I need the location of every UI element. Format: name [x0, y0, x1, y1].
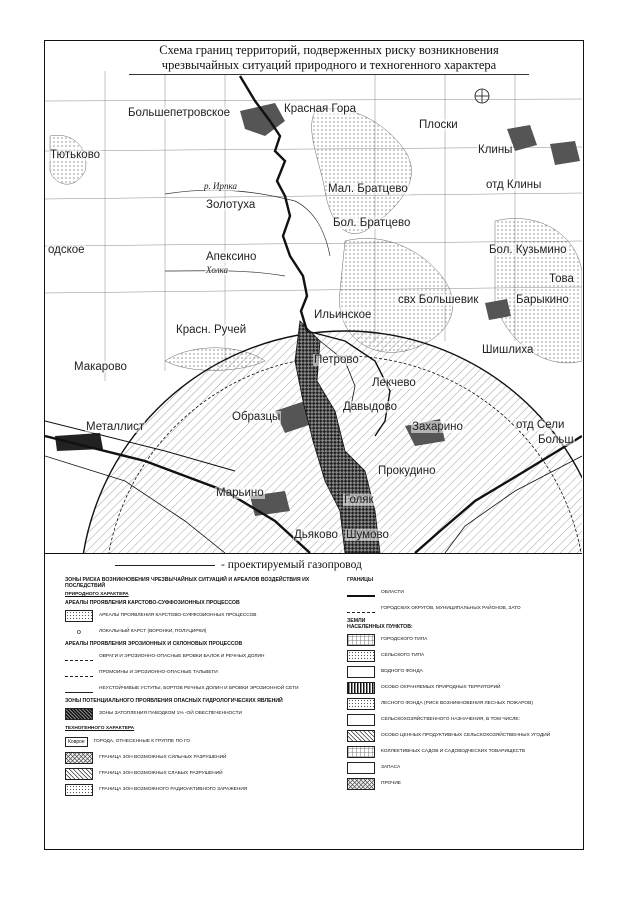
- place-dyakovo: Дьяково: [294, 529, 338, 541]
- valuable-swatch: [347, 730, 375, 742]
- pipeline-line-sample: [115, 565, 215, 566]
- legend-gardens: [347, 746, 582, 758]
- map-area: [45, 41, 582, 554]
- legend-oblast: [347, 587, 582, 599]
- legend-karst-group: АРЕАЛЫ ПРОЯВЛЕНИЯ КАРСТОВО-СУФФОЗИОННЫХ ПРОЦЕССОВ: [65, 600, 240, 606]
- place-makarovo: Макарово: [74, 361, 127, 373]
- place-otd-kliny: отд Клины: [486, 179, 542, 191]
- place-otd-seli: отд Сели: [516, 419, 565, 431]
- place-petrovo: Петрово: [314, 354, 359, 366]
- river-irpka-label: р. Ирпка: [204, 181, 237, 191]
- washouts-label: ПРОМОИНЫ И ЭРОЗИОННО-ОПАСНЫЕ ТАЛЬВЕГИ: [99, 670, 218, 676]
- legend-weak: [65, 768, 315, 780]
- oblast-label: ОБЛАСТИ: [381, 590, 404, 596]
- rural-swatch: [347, 650, 375, 662]
- urban-label: ГОРОДСКОГО ТИПА: [381, 637, 428, 643]
- legend-protected: [347, 682, 582, 694]
- other-swatch: [347, 778, 375, 790]
- local-karst-symbol: o: [65, 626, 93, 638]
- place-bolshe: Больш: [538, 434, 574, 446]
- legend-local-karst: [65, 626, 315, 638]
- place-tova: Това: [549, 273, 574, 285]
- legend-lands-heading: ЗЕМЛИ: [347, 618, 366, 624]
- local-karst-label: ЛОКАЛЬНЫЙ КАРСТ (ВОРОНКИ, ПОЛУЦИРКИ): [99, 629, 207, 635]
- legend-right-column: [347, 577, 582, 790]
- map-title-line2: чрезвычайных ситуаций природного и техногенного характера: [161, 58, 497, 72]
- legend-districts: [347, 603, 582, 615]
- agri-label: СЕЛЬСКОХОЗЯЙСТВЕННОГО НАЗНАЧЕНИЯ, В ТОМ ЧИСЛЕ:: [381, 717, 520, 723]
- gochs-label: ГОРОДА, ОТНЕСЕННЫЕ К ГРУППЕ ПО ГО: [93, 739, 191, 745]
- place-ploski: Плоски: [419, 119, 458, 131]
- legend-other: [347, 778, 582, 790]
- legend-technogenic-heading: ТЕХНОГЕННОГО ХАРАКТЕРА: [65, 726, 135, 731]
- weak-swatch: [65, 768, 93, 780]
- strong-label: ГРАНИЦА ЗОН ВОЗМОЖНЫХ СИЛЬНЫХ РАЗРУШЕНИЙ: [99, 755, 227, 761]
- unstable-swatch: [65, 692, 93, 693]
- oblast-swatch: [347, 595, 375, 597]
- legend-rural: [347, 650, 582, 662]
- forest-label: ЛЕСНОГО ФОНДА (РИСК ВОЗНИКНОВЕНИЯ ЛЕСНЫХ ПОЖАРОВ): [381, 701, 533, 707]
- other-label: ПРОЧИЕ: [381, 781, 402, 787]
- legend-hydro-group: ЗОНЫ ПОТЕНЦИАЛЬНОГО ПРОЯВЛЕНИЯ ОПАСНЫХ ГИДРОЛОГИЧЕСКИХ ЯВЛЕНИЙ: [65, 698, 283, 704]
- legend-boundaries-heading: ГРАНИЦЫ: [347, 577, 374, 583]
- place-prokudino: Прокудино: [378, 465, 436, 477]
- map-title: [129, 43, 529, 75]
- valuable-label: ОСОБО ЦЕННЫХ ПРОДУКТИВНЫХ СЕЛЬСКОХОЗЯЙСТВЕННЫХ УГОДИЙ: [381, 733, 551, 739]
- place-lekchevo: Лекчево: [372, 377, 416, 389]
- reserve-swatch: [347, 762, 375, 774]
- water-label: ВОДНОГО ФОНДА: [381, 669, 423, 675]
- forest-swatch: [347, 698, 375, 710]
- washouts-swatch: [65, 676, 93, 677]
- legend-forest: [347, 698, 582, 710]
- agri-swatch: [347, 714, 375, 726]
- place-bol-kuzminovo: Бол. Кузьмино: [489, 244, 567, 256]
- legend-reserve: [347, 762, 582, 774]
- place-shumovo: Шумово: [346, 529, 389, 541]
- rural-label: СЕЛЬСКОГО ТИПА: [381, 653, 425, 659]
- legend-left-column: [65, 577, 315, 796]
- place-ilyinskoe: Ильинское: [314, 309, 372, 321]
- place-barykino: Барыкино: [516, 294, 569, 306]
- place-bol-bratcevo: Бол. Братцево: [333, 217, 411, 229]
- karst-swatch: [65, 610, 93, 622]
- strong-swatch: [65, 752, 93, 764]
- legend-flood: [65, 708, 315, 720]
- place-zolotukha: Золотуха: [206, 199, 256, 211]
- protected-swatch: [347, 682, 375, 694]
- legend-left-heading: ЗОНЫ РИСКА ВОЗНИКНОВЕНИЯ ЧРЕЗВЫЧАЙНЫХ СИТУАЦИЙ И АРЕАЛОВ ВОЗДЕЙСТВИЯ ИХ ПОСЛЕДСТВИЙ: [65, 577, 310, 589]
- legend-erosion-group: АРЕАЛЫ ПРОЯВЛЕНИЯ ЭРОЗИОННЫХ И СКЛОНОВЫХ ПРОЦЕССОВ: [65, 641, 243, 647]
- place-obrazcy: Образцы: [232, 411, 281, 423]
- radio-label: ГРАНИЦА ЗОН ВОЗМОЖНОГО РАДИОАКТИВНОГО ЗАРАЖЕНИЯ: [99, 787, 248, 793]
- ravines-swatch: [65, 660, 93, 661]
- water-swatch: [347, 666, 375, 678]
- legend-water: [347, 666, 582, 678]
- place-zakharino: Захарино: [412, 421, 463, 433]
- legend: [45, 577, 582, 847]
- gochs-swatch: Коврое: [65, 737, 88, 747]
- place-apeksino: Апексино: [206, 251, 257, 263]
- weak-label: ГРАНИЦА ЗОН ВОЗМОЖНЫХ СЛАБЫХ РАЗРУШЕНИЙ: [99, 771, 223, 777]
- place-marino: Марьино: [216, 487, 264, 499]
- map-title-line1: Схема границ территорий, подверженных риску возникновения: [159, 43, 499, 57]
- place-metallist: Металлист: [86, 421, 145, 433]
- gardens-label: КОЛЛЕКТИВНЫХ САДОВ И САДОВОДЧЕСКИХ ТОВАРИЩЕСТВ: [381, 749, 526, 755]
- map-graphic: [45, 41, 582, 553]
- place-bolsh-petrovskoe: Большепетровское: [128, 107, 230, 119]
- place-tyutkovo: Тютьково: [50, 149, 101, 161]
- protected-label: ОСОБО ОХРАНЯЕМЫХ ПРИРОДНЫХ ТЕРРИТОРИЙ: [381, 685, 501, 691]
- legend-karst-item: [65, 610, 315, 622]
- projected-pipeline-label: - проектируемый газопровод: [221, 559, 362, 571]
- projected-pipeline-legend: [115, 559, 362, 571]
- legend-unstable: [65, 683, 315, 695]
- radio-swatch: [65, 784, 93, 796]
- flood-swatch: [65, 708, 93, 720]
- place-shishlikha: Шишлиха: [482, 344, 534, 356]
- place-krasn-ruchey: Красн. Ручей: [176, 324, 247, 336]
- legend-natural-heading: ПРИРОДНОГО ХАРАКТЕРА: [65, 592, 129, 597]
- legend-ravines: [65, 651, 315, 663]
- legend-washouts: [65, 667, 315, 679]
- legend-agri: [347, 714, 582, 726]
- legend-strong: [65, 752, 315, 764]
- districts-swatch: [347, 612, 375, 613]
- place-svh-bolshevik: свх Большевик: [398, 294, 479, 306]
- unstable-label: НЕУСТОЙЧИВЫЕ УСТУПЫ, БОРТОВ РЕЧНЫХ ДОЛИН И БРОВКИ ЭРОЗИОННОЙ СЕТИ: [99, 686, 299, 692]
- flood-label: ЗОНЫ ЗАТОПЛЕНИЯ ПАВОДКОМ 1% -ОЙ ОБЕСПЕЧЕННОСТИ: [99, 711, 242, 717]
- legend-settlements-heading: НАСЕЛЕННЫХ ПУНКТОВ:: [347, 624, 413, 630]
- place-krasnaya-gora: Красная Гора: [284, 103, 357, 115]
- reserve-label: ЗАПАСА: [381, 765, 401, 771]
- place-mal-bratcevo: Мал. Братцево: [328, 183, 408, 195]
- gardens-swatch: [347, 746, 375, 758]
- ravines-label: ОВРАГИ И ЭРОЗИОННО-ОПАСНЫЕ БРОВКИ БАЛОК И РЕЧНЫХ ДОЛИН: [99, 654, 265, 660]
- legend-urban: [347, 634, 582, 646]
- karst-item-label: АРЕАЛЫ ПРОЯВЛЕНИЯ КАРСТОВО-СУФФОЗИОННЫХ ПРОЦЕССОВ: [99, 613, 257, 619]
- place-golyak: Голяк: [344, 494, 374, 506]
- map-sheet: [44, 40, 584, 850]
- legend-gochs: [65, 736, 315, 748]
- legend-radio: [65, 784, 315, 796]
- river-holka-label: Холка: [206, 265, 229, 275]
- districts-label: ГОРОДСКИХ ОКРУГОВ, МУНИЦИПАЛЬНЫХ РАЙОНОВ, ЗАТО: [381, 606, 521, 612]
- place-kliny: Клины: [478, 144, 513, 156]
- urban-swatch: [347, 634, 375, 646]
- compass-symbol: [475, 89, 489, 103]
- legend-valuable: [347, 730, 582, 742]
- place-lodskoe: одское: [48, 244, 85, 256]
- place-davydovo: Давыдово: [343, 401, 398, 413]
